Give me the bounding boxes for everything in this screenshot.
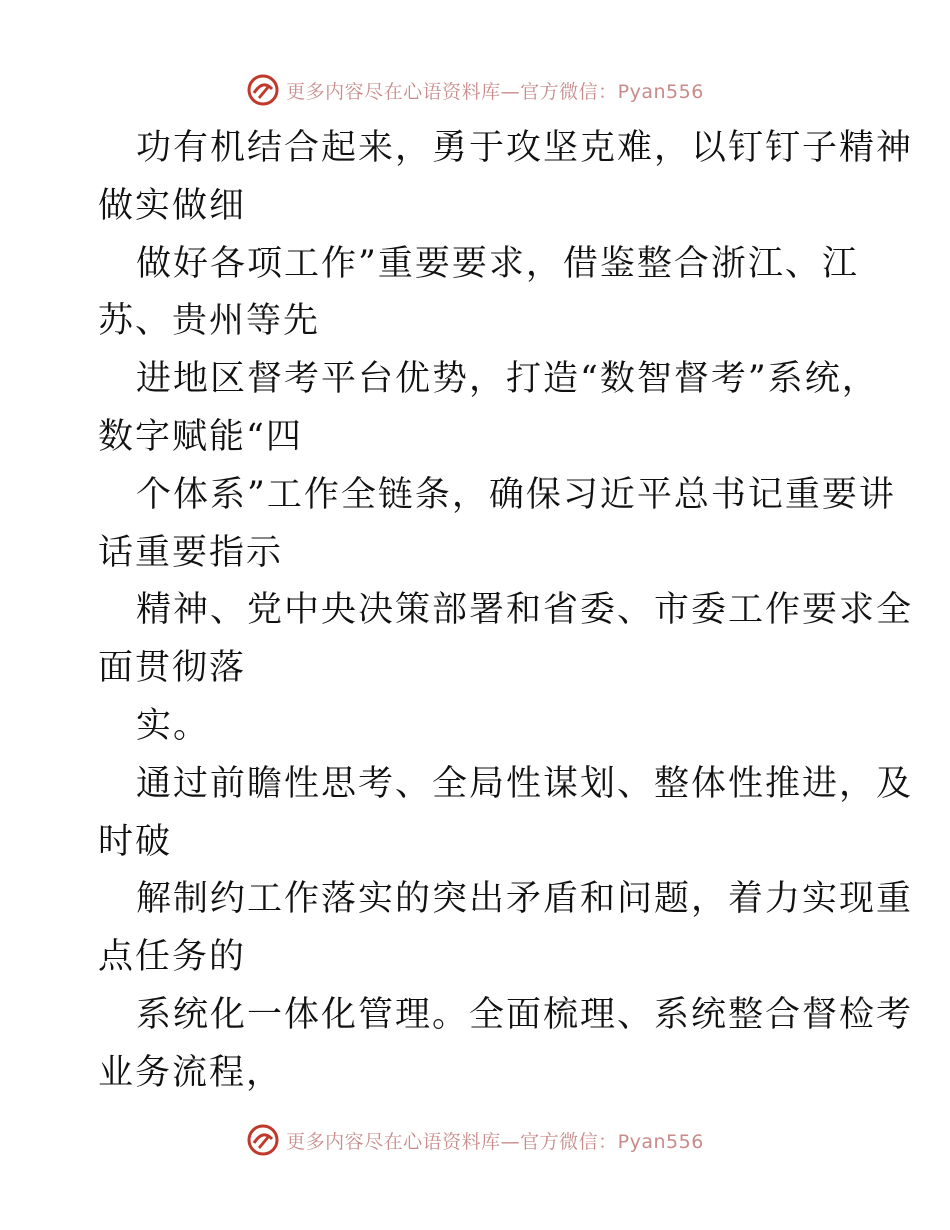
swirl-pen-logo-icon xyxy=(246,73,280,107)
text-line: 做好各项工作”重要要求，借鉴整合浙江、江 xyxy=(136,243,859,284)
text-line: 数字赋能“四 xyxy=(98,416,303,457)
text-line: 精神、党中央决策部署和省委、市委工作要求全 xyxy=(136,590,914,631)
text-line: 话重要指示 xyxy=(98,532,284,573)
footer-watermark xyxy=(0,1120,950,1160)
text-line: 点任务的 xyxy=(98,937,247,978)
text-line: 时破 xyxy=(98,821,173,862)
text-line: 个体系”工作全链条，确保习近平总书记重要讲 xyxy=(136,474,896,515)
text-line: 解制约工作落实的突出矛盾和问题，着力实现重 xyxy=(136,879,914,920)
text-line: 系统化一体化管理。全面梳理、系统整合督检考 xyxy=(136,994,914,1035)
text-line: 实。 xyxy=(136,705,211,746)
header-watermark xyxy=(0,70,950,110)
text-line: 业务流程， xyxy=(98,1052,284,1093)
document-body xyxy=(98,120,914,1103)
watermark-text: 更多内容尽在心语资料库—官方微信：Pyan556 xyxy=(286,80,704,103)
text-line: 通过前瞻性思考、全局性谋划、整体性推进，及 xyxy=(136,763,914,804)
text-line: 苏、贵州等先 xyxy=(98,301,321,342)
text-line: 面贯彻落 xyxy=(98,648,247,689)
text-line: 做实做细 xyxy=(98,185,247,226)
watermark-text: 更多内容尽在心语资料库—官方微信：Pyan556 xyxy=(286,1130,704,1153)
text-line: 功有机结合起来，勇于攻坚克难，以钉钉子精神 xyxy=(136,128,914,168)
swirl-pen-logo-icon xyxy=(246,1123,280,1157)
text-line: 进地区督考平台优势，打造“数智督考”系统， xyxy=(136,359,879,400)
